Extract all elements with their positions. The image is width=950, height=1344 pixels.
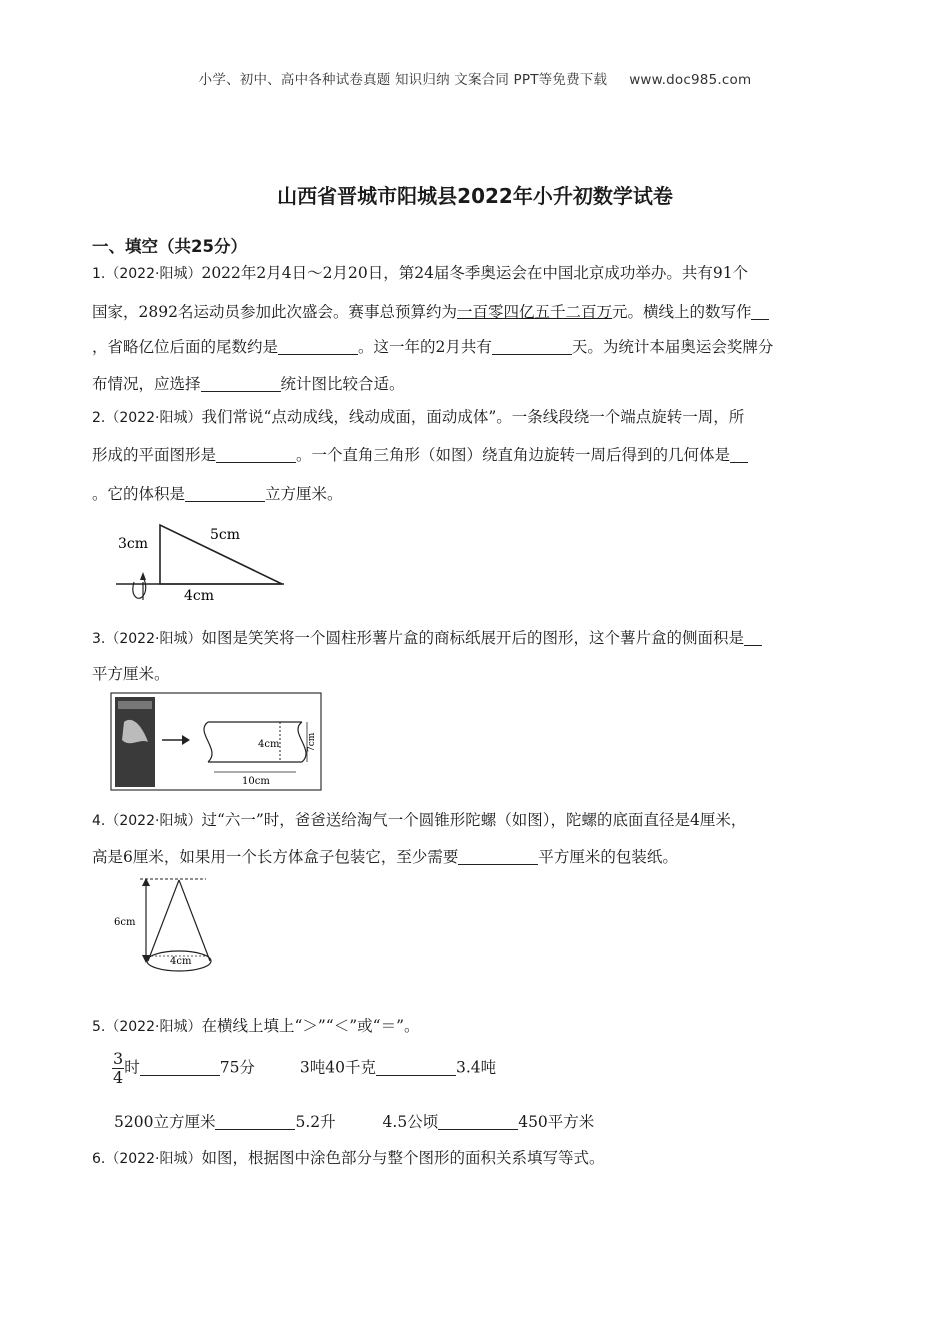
q2-label-hyp: 5cm bbox=[210, 527, 241, 543]
q3-blank-1[interactable] bbox=[744, 630, 762, 647]
q4-cone-figure bbox=[110, 874, 218, 976]
q1-text-4b: 统计图比较合适。 bbox=[280, 375, 405, 393]
q1-text-4a: 布情况，应选择 bbox=[92, 375, 201, 393]
q4-number: 4. bbox=[92, 813, 106, 829]
q2-text-2a: 形成的平面图形是 bbox=[92, 446, 217, 464]
q4-label-diameter: 4cm bbox=[170, 956, 192, 967]
q6-text-1: 如图，根据图中涂色部分与整个图形的面积关系填写等式。 bbox=[201, 1149, 605, 1167]
q3-label-figure bbox=[110, 692, 324, 792]
q5-c-left: 5200立方厘米 bbox=[114, 1113, 216, 1131]
q2-text-3a: 。它的体积是 bbox=[92, 485, 186, 503]
q1-text-3c: 天。为统计本届奥运会奖牌分 bbox=[571, 338, 774, 356]
q4-label-height: 6cm bbox=[114, 917, 136, 928]
q2-text-1: 我们常说“点动成线，线动成面，面动成体”。一条线段绕一个端点旋转一周，所 bbox=[201, 408, 745, 426]
q3-left-curve bbox=[204, 722, 212, 762]
q5-c-right: 5.2升 bbox=[295, 1113, 336, 1131]
q2-triangle-figure bbox=[112, 512, 287, 606]
q5-line-1 bbox=[92, 1014, 420, 1036]
q5-d-left: 4.5公顷 bbox=[382, 1113, 439, 1131]
q1-blank-4[interactable] bbox=[201, 376, 281, 393]
q1-line-1 bbox=[92, 261, 748, 283]
q3-can-top bbox=[118, 701, 152, 709]
q1-line-2 bbox=[92, 300, 769, 322]
q2-line-2 bbox=[92, 443, 748, 465]
q2-blank-2[interactable] bbox=[730, 447, 748, 464]
q5-blank-c[interactable] bbox=[215, 1114, 295, 1131]
q5-frac-num: 3 bbox=[113, 1049, 124, 1068]
q1-blank-2[interactable] bbox=[278, 339, 358, 356]
q2-source: （2022·阳城） bbox=[105, 410, 202, 426]
q5-d-right: 450平方米 bbox=[518, 1113, 595, 1131]
q3-number: 3. bbox=[92, 631, 106, 647]
q1-text-3b: 。这一年的2月共有 bbox=[358, 338, 492, 356]
q5-blank-b[interactable] bbox=[376, 1059, 456, 1076]
q1-line-3 bbox=[92, 335, 773, 357]
q4-arrow-up-icon bbox=[142, 878, 150, 886]
q1-underlined-number: 一百零四亿五千二百万 bbox=[456, 303, 612, 321]
page-header bbox=[0, 68, 950, 88]
q1-line-4 bbox=[92, 372, 405, 394]
q2-text-2b: 。一个直角三角形（如图）绕直角边旋转一周后得到的几何体是 bbox=[296, 446, 731, 464]
q4-text-2b: 平方厘米的包装纸。 bbox=[538, 848, 678, 866]
header-text: 小学、初中、高中各种试卷真题 知识归纳 文案合同 PPT等免费下载 bbox=[198, 72, 608, 88]
q5-text-1: 在横线上填上“＞”“＜”或“＝”。 bbox=[201, 1017, 420, 1035]
q3-line-1 bbox=[92, 626, 762, 648]
q2-rotation-arrow-icon bbox=[133, 578, 146, 598]
q4-text-2a: 高是6厘米，如果用一个长方体盒子包装它，至少需要 bbox=[92, 848, 459, 866]
q5-a-right: 75分 bbox=[219, 1058, 255, 1077]
q5-frac-den: 4 bbox=[113, 1068, 124, 1087]
q4-text-1: 过“六一”时，爸爸送给淘气一个圆锥形陀螺（如图），陀螺的底面直径是4厘米， bbox=[201, 811, 747, 829]
q5-blank-d[interactable] bbox=[438, 1114, 518, 1131]
q1-text-2a: 国家，2892名运动员参加此次盛会。赛事总预算约为 bbox=[92, 303, 457, 321]
q6-source: （2022·阳城） bbox=[105, 1151, 202, 1167]
q4-blank-1[interactable] bbox=[458, 849, 538, 866]
q1-source: （2022·阳城） bbox=[105, 266, 202, 282]
q4-line-1 bbox=[92, 808, 746, 830]
q1-text-1: 2022年2月4日～2月20日，第24届冬季奥运会在中国北京成功举办。共有91个 bbox=[201, 264, 749, 282]
q4-cone-left bbox=[148, 880, 179, 961]
q5-number: 5. bbox=[92, 1019, 106, 1035]
q3-text-1: 如图是笑笑将一个圆柱形薯片盒的商标纸展开后的图形，这个薯片盒的侧面积是 bbox=[201, 629, 744, 647]
q2-label-side: 3cm bbox=[118, 536, 149, 552]
q4-source: （2022·阳城） bbox=[105, 813, 202, 829]
q5-b-right: 3.4吨 bbox=[455, 1058, 497, 1077]
header-site[interactable]: www.doc985.com bbox=[629, 72, 752, 88]
q3-arrow-icon bbox=[182, 735, 190, 745]
q2-blank-1[interactable] bbox=[216, 447, 296, 464]
q4-line-2 bbox=[92, 845, 678, 867]
q2-number: 2. bbox=[92, 410, 106, 426]
q1-blank-1[interactable] bbox=[751, 304, 769, 321]
q2-line-3 bbox=[92, 482, 343, 504]
q5-a-unit: 时 bbox=[124, 1058, 140, 1077]
q1-blank-3[interactable] bbox=[492, 339, 572, 356]
q5-blank-a[interactable] bbox=[140, 1059, 220, 1076]
q2-text-3b: 立方厘米。 bbox=[265, 485, 343, 503]
section-heading: 一、填空（共25分） bbox=[92, 237, 247, 256]
q3-line-2: 平方厘米。 bbox=[92, 665, 170, 683]
q5-source: （2022·阳城） bbox=[105, 1019, 202, 1035]
q5-b-left: 3吨40千克 bbox=[299, 1058, 376, 1077]
q3-label-base: 10cm bbox=[242, 776, 270, 787]
q2-blank-3[interactable] bbox=[185, 486, 265, 503]
q2-line-1 bbox=[92, 405, 744, 427]
q5-fraction bbox=[112, 1050, 124, 1087]
q5-row-2 bbox=[114, 1110, 594, 1132]
q3-label-inner: 4cm bbox=[258, 739, 280, 750]
q1-text-3a: ，省略亿位后面的尾数约是 bbox=[92, 338, 279, 356]
q2-arrowhead-icon bbox=[140, 572, 146, 580]
q3-source: （2022·阳城） bbox=[105, 631, 202, 647]
q5-row-1 bbox=[112, 1050, 496, 1087]
exam-title: 山西省晋城市阳城县2022年小升初数学试卷 bbox=[277, 184, 673, 208]
q4-cone-right bbox=[179, 880, 210, 961]
q2-label-base: 4cm bbox=[184, 588, 215, 604]
q1-number: 1. bbox=[92, 266, 106, 282]
q6-number: 6. bbox=[92, 1151, 106, 1167]
q1-text-2b: 元。横线上的数写作 bbox=[611, 303, 752, 321]
q3-label-side: 7cm bbox=[307, 732, 317, 752]
q3-right-curve bbox=[298, 722, 306, 762]
q6-line-1 bbox=[92, 1146, 604, 1168]
